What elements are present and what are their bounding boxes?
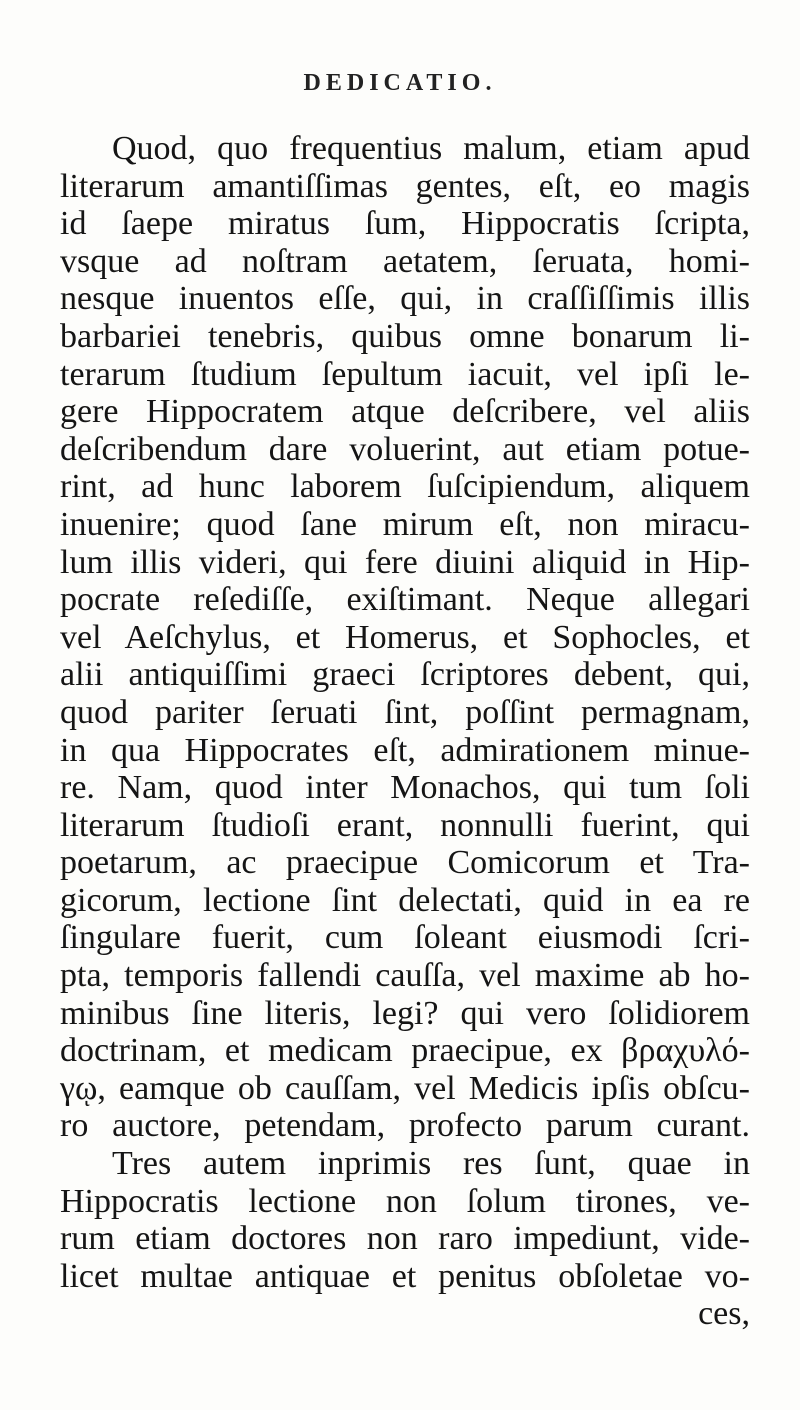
text-line: alii antiquiſſimi graeci ſcriptores debent, qui, bbox=[60, 656, 750, 694]
text-line: inuenire; quod ſane mirum eſt, non miracu- bbox=[60, 505, 750, 543]
text-line: rum etiam doctores non raro impediunt, vide- bbox=[60, 1220, 750, 1258]
text-line: pta, temporis fallendi cauſſa, vel maxime ab ho- bbox=[60, 957, 750, 995]
text-line: doctrinam, et medicam praecipue, ex βραχυλό- bbox=[60, 1032, 750, 1070]
text-line: gere Hippocratem atque deſcribere, vel aliis bbox=[60, 393, 750, 431]
text-line: gicorum, lectione ſint delectati, quid in ea re bbox=[60, 881, 750, 919]
text-line: id ſaepe miratus ſum, Hippocratis ſcripta, bbox=[60, 205, 750, 243]
text-line: licet multae antiquae et penitus obſoletae vo- bbox=[60, 1257, 750, 1295]
text-line: vel Aeſchylus, et Homerus, et Sophocles, et bbox=[60, 618, 750, 656]
text-line: literarum ſtudioſi erant, nonnulli fuerint, qui bbox=[60, 806, 750, 844]
text-line: Tres autem inprimis res ſunt, quae in bbox=[112, 1145, 750, 1183]
text-line: ro auctore, petendam, profecto parum curant. bbox=[60, 1107, 750, 1145]
text-line: ſingulare fuerit, cum ſoleant eiusmodi ſcri- bbox=[60, 919, 750, 957]
text-line: re. Nam, quod inter Monachos, qui tum ſoli bbox=[60, 769, 750, 807]
text-line: literarum amantiſſimas gentes, eſt, eo magis bbox=[60, 167, 750, 205]
text-line: γῳ, eamque ob cauſſam, vel Medicis ipſis obſcu- bbox=[60, 1069, 750, 1107]
text-line: lum illis videri, qui fere diuini aliquid in Hip- bbox=[60, 543, 750, 581]
text-line: poetarum, ac praecipue Comicorum et Tra- bbox=[60, 844, 750, 882]
text-line: terarum ſtudium ſepultum iacuit, vel ipſi le- bbox=[60, 355, 750, 393]
text-line: minibus ſine literis, legi? qui vero ſolidiorem bbox=[60, 994, 750, 1032]
text-line: Quod, quo frequentius malum, etiam apud bbox=[112, 130, 750, 167]
text-line: pocrate reſediſſe, exiſtimant. Neque allegari bbox=[60, 581, 750, 619]
text-line: rint, ad hunc laborem ſuſcipiendum, aliquem bbox=[60, 468, 750, 506]
text-line: barbariei tenebris, quibus omne bonarum li- bbox=[60, 317, 750, 355]
text-line: nesque inuentos eſſe, qui, in craſſiſſimis illis bbox=[60, 280, 750, 318]
catchword: ces, bbox=[698, 1295, 750, 1333]
text-line: quod pariter ſeruati ſint, poſſint permagnam, bbox=[60, 693, 750, 731]
text-line: in qua Hippocrates eſt, admirationem minue- bbox=[60, 731, 750, 769]
text-line: vsque ad noſtram aetatem, ſeruata, homi- bbox=[60, 242, 750, 280]
text-line: deſcribendum dare voluerint, aut etiam potue- bbox=[60, 430, 750, 468]
text-line: Hippocratis lectione non ſolum tirones, ve- bbox=[60, 1182, 750, 1220]
body-text bbox=[60, 130, 750, 1333]
running-head: DEDICATIO. bbox=[303, 70, 497, 96]
